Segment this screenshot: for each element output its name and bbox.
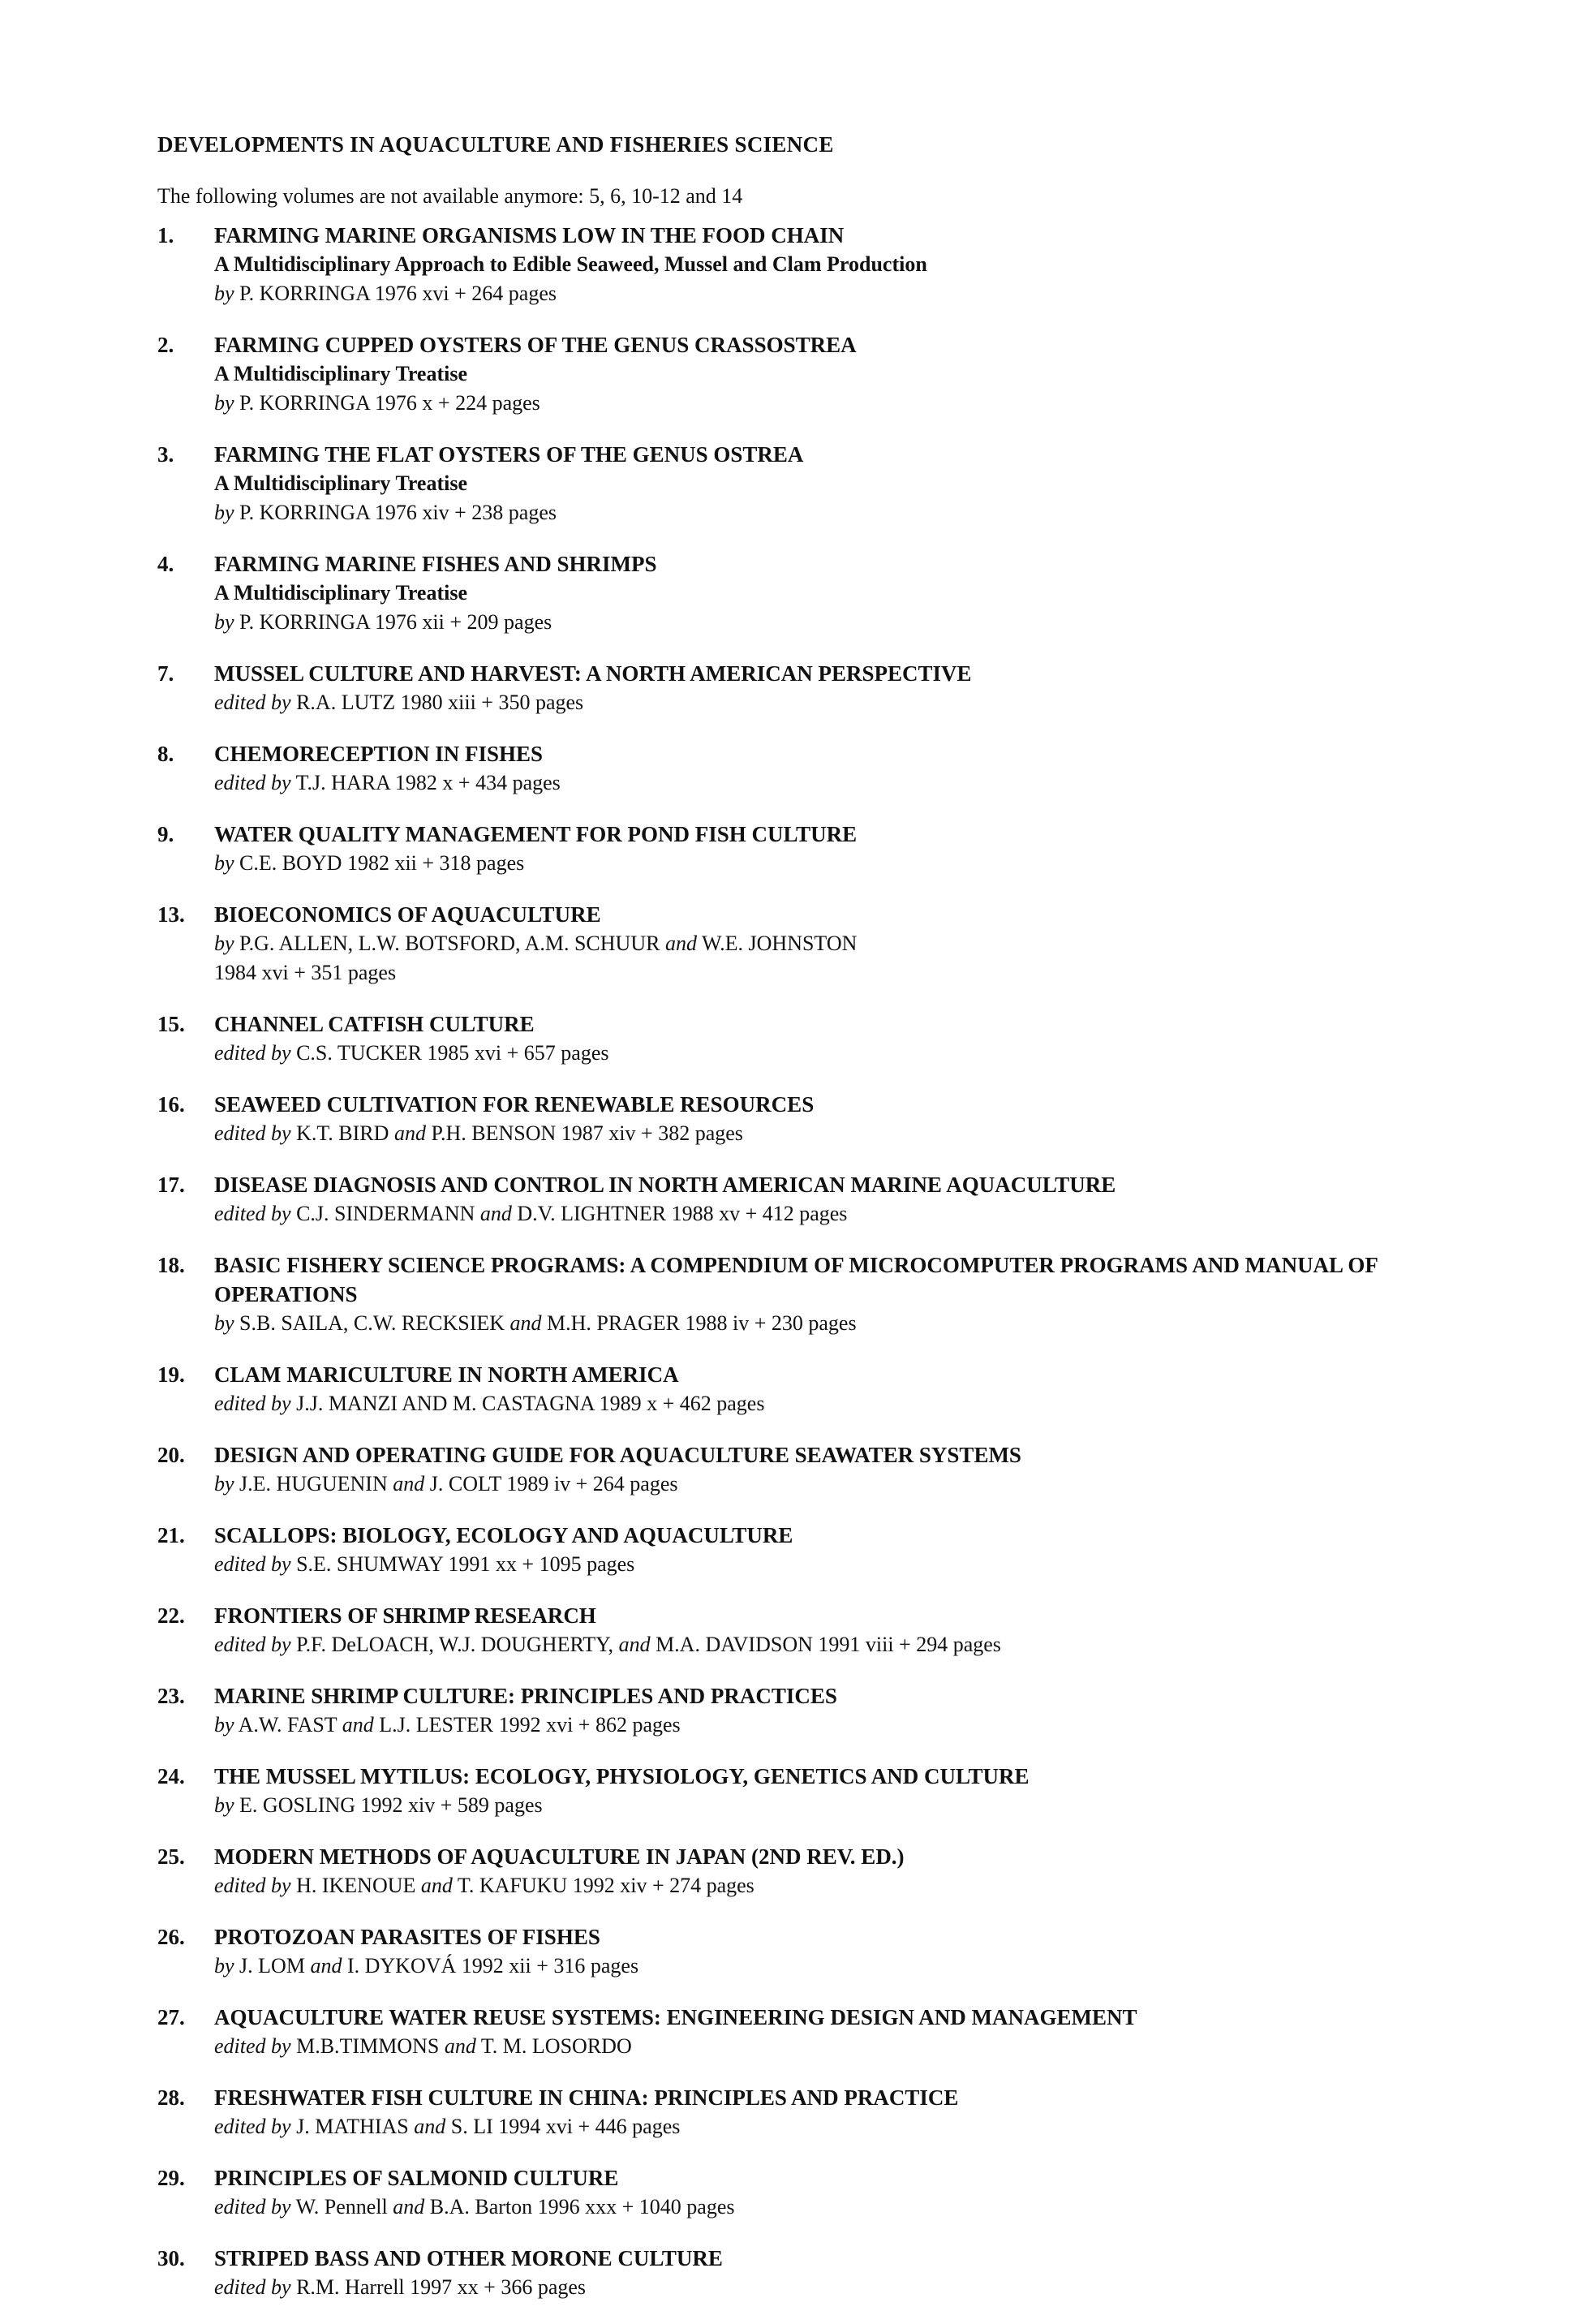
volume-credit: by P. KORRINGA 1976 xii + 209 pages [214,610,552,634]
volume-number: 21. [157,1523,185,1547]
volume-entry [157,1762,1455,1820]
volume-title: DISEASE DIAGNOSIS AND CONTROL IN NORTH AMERICAN MARINE AQUACULTURE [214,1173,1116,1197]
volume-details [214,900,1455,988]
volume-number: 26. [157,1925,185,1949]
volume-subtitle: A Multidisciplinary Approach to Edible Seaweed, Mussel and Clam Production [214,252,927,276]
volume-credit: by P. KORRINGA 1976 xiv + 238 pages [214,501,557,524]
volume-entry [157,820,1455,878]
volume-entry [157,330,1455,418]
volume-details [214,330,1455,418]
volume-entry [157,2163,1455,2222]
volume-credit: edited by J.J. MANZI AND M. CASTAGNA 1989 x + 462 pages [214,1392,765,1415]
volume-title: FARMING MARINE FISHES AND SHRIMPS [214,552,657,576]
volume-entry [157,1170,1455,1229]
volume-entry [157,1842,1455,1900]
volume-details [214,1440,1455,1499]
volume-title: FRESHWATER FISH CULTURE IN CHINA: PRINCIPLES AND PRACTICE [214,2085,959,2110]
volume-entry [157,1440,1455,1499]
volume-entry [157,440,1455,527]
volume-entry [157,659,1455,717]
volume-number: 27. [157,2005,185,2029]
volume-credit: by J. LOM and I. DYKOVÁ 1992 xii + 316 pages [214,1954,639,1978]
volume-entry [157,1601,1455,1659]
volume-entry [157,1681,1455,1740]
volume-list [157,221,1455,2302]
volume-number: 15. [157,1012,185,1036]
volume-number: 17. [157,1173,185,1197]
volume-number: 22. [157,1603,185,1628]
volume-credit: edited by J. MATHIAS and S. LI 1994 xvi + 446 pages [214,2115,681,2138]
volume-details [214,2003,1455,2061]
volume-subtitle: A Multidisciplinary Treatise [214,471,468,495]
volume-credit: edited by K.T. BIRD and P.H. BENSON 1987 xiv + 382 pages [214,1121,743,1145]
volume-title: MARINE SHRIMP CULTURE: PRINCIPLES AND PRACTICES [214,1684,837,1708]
volume-details [214,1170,1455,1229]
volume-credit: by E. GOSLING 1992 xiv + 589 pages [214,1793,543,1817]
volume-details [214,1601,1455,1659]
volume-entry [157,2083,1455,2141]
volume-title: BIOECONOMICS OF AQUACULTURE [214,902,601,927]
volume-title: THE MUSSEL MYTILUS: ECOLOGY, PHYSIOLOGY, GENETICS AND CULTURE [214,1764,1030,1788]
volume-details [214,820,1455,878]
volume-details [214,1681,1455,1740]
volume-details [214,1360,1455,1418]
volume-number: 23. [157,1684,185,1708]
volume-subtitle: A Multidisciplinary Treatise [214,362,468,385]
volume-title: FARMING THE FLAT OYSTERS OF THE GENUS OSTREA [214,442,804,467]
volume-title: CHANNEL CATFISH CULTURE [214,1012,535,1036]
volume-title: WATER QUALITY MANAGEMENT FOR POND FISH CULTURE [214,822,858,846]
volume-title: PRINCIPLES OF SALMONID CULTURE [214,2166,619,2190]
volume-credit: by P.G. ALLEN, L.W. BOTSFORD, A.M. SCHUUR and W.E. JOHNSTON [214,932,858,955]
availability-note: The following volumes are not available anymore: 5, 6, 10-12 and 14 [157,184,743,208]
volume-number: 30. [157,2246,185,2270]
volume-title: AQUACULTURE WATER REUSE SYSTEMS: ENGINEERING DESIGN AND MANAGEMENT [214,2005,1137,2029]
volume-credit: edited by C.S. TUCKER 1985 xvi + 657 pages [214,1041,609,1065]
volume-number: 18. [157,1253,185,1277]
volume-number: 28. [157,2085,185,2110]
volume-title: STRIPED BASS AND OTHER MORONE CULTURE [214,2246,723,2270]
volume-credit: edited by T.J. HARA 1982 x + 434 pages [214,771,561,794]
volume-number: 3. [157,442,174,467]
volume-details [214,1922,1455,1981]
volume-number: 20. [157,1443,185,1467]
volume-title: FRONTIERS OF SHRIMP RESEARCH [214,1603,596,1628]
volume-title: BASIC FISHERY SCIENCE PROGRAMS: A COMPENDIUM OF MICROCOMPUTER PROGRAMS AND MANUAL OF OPERATIONS [214,1253,1378,1306]
volume-details [214,221,1455,308]
volume-entry [157,1922,1455,1981]
volume-number: 1. [157,223,174,247]
volume-details [214,2163,1455,2222]
volume-number: 2. [157,333,174,357]
volume-details [214,1090,1455,1148]
volume-credit: edited by S.E. SHUMWAY 1991 xx + 1095 pages [214,1552,635,1576]
volume-credit: by A.W. FAST and L.J. LESTER 1992 xvi + 862 pages [214,1713,681,1737]
volume-entry [157,221,1455,308]
volume-title: FARMING CUPPED OYSTERS OF THE GENUS CRASSOSTREA [214,333,857,357]
volume-credit: by P. KORRINGA 1976 xvi + 264 pages [214,282,557,305]
volume-number: 16. [157,1092,185,1117]
volume-credit: edited by H. IKENOUE and T. KAFUKU 1992 xiv + 274 pages [214,1874,754,1897]
volume-title: DESIGN AND OPERATING GUIDE FOR AQUACULTURE SEAWATER SYSTEMS [214,1443,1021,1467]
volume-entry [157,1360,1455,1418]
volume-title: MUSSEL CULTURE AND HARVEST: A NORTH AMERICAN PERSPECTIVE [214,661,972,686]
volume-credit: edited by C.J. SINDERMANN and D.V. LIGHTNER 1988 xv + 412 pages [214,1202,848,1225]
volume-title: CLAM MARICULTURE IN NORTH AMERICA [214,1362,679,1387]
volume-entry [157,2003,1455,2061]
volume-credit: by P. KORRINGA 1976 x + 224 pages [214,391,540,415]
volume-credit: edited by M.B.TIMMONS and T. M. LOSORDO [214,2034,632,2058]
volume-details [214,2244,1455,2302]
volume-credit-continued: 1984 xvi + 351 pages [214,961,397,984]
volume-title: SEAWEED CULTIVATION FOR RENEWABLE RESOURCES [214,1092,815,1117]
volume-number: 29. [157,2166,185,2190]
volume-details [214,1521,1455,1579]
volume-number: 19. [157,1362,185,1387]
volume-number: 8. [157,742,174,766]
volume-entry [157,1521,1455,1579]
volume-details [214,739,1455,798]
volume-entry [157,900,1455,988]
volume-entry [157,1009,1455,1068]
volume-details [214,1762,1455,1820]
volume-details [214,659,1455,717]
book-series-page [157,128,1455,2324]
volume-details [214,549,1455,637]
volume-credit: by S.B. SAILA, C.W. RECKSIEK and M.H. PRAGER 1988 iv + 230 pages [214,1311,857,1335]
volume-number: 13. [157,902,185,927]
volume-credit: edited by W. Pennell and B.A. Barton 1996 xxx + 1040 pages [214,2195,735,2219]
volume-title: PROTOZOAN PARASITES OF FISHES [214,1925,600,1949]
volume-title: FARMING MARINE ORGANISMS LOW IN THE FOOD CHAIN [214,223,845,247]
volume-entry [157,739,1455,798]
series-heading: DEVELOPMENTS IN AQUACULTURE AND FISHERIES SCIENCE [157,132,834,157]
volume-details [214,440,1455,527]
volume-details [214,1009,1455,1068]
volume-number: 9. [157,822,174,846]
volume-details [214,1842,1455,1900]
volume-entry [157,549,1455,637]
volume-subtitle: A Multidisciplinary Treatise [214,581,468,605]
volume-number: 24. [157,1764,185,1788]
volume-credit: by C.E. BOYD 1982 xii + 318 pages [214,851,525,875]
volume-credit: by J.E. HUGUENIN and J. COLT 1989 iv + 264 pages [214,1472,678,1496]
volume-title: MODERN METHODS OF AQUACULTURE IN JAPAN (2ND REV. ED.) [214,1844,905,1869]
volume-entry [157,1250,1455,1338]
volume-details [214,1250,1455,1338]
volume-details [214,2083,1455,2141]
volume-number: 7. [157,661,174,686]
volume-credit: edited by R.M. Harrell 1997 xx + 366 pages [214,2275,587,2299]
volume-entry [157,2244,1455,2302]
volume-credit: edited by R.A. LUTZ 1980 xiii + 350 pages [214,691,584,714]
volume-title: SCALLOPS: BIOLOGY, ECOLOGY AND AQUACULTURE [214,1523,793,1547]
volume-number: 4. [157,552,174,576]
volume-number: 25. [157,1844,185,1869]
volume-credit: edited by P.F. DeLOACH, W.J. DOUGHERTY, and M.A. DAVIDSON 1991 viii + 294 pages [214,1633,1001,1656]
volume-entry [157,1090,1455,1148]
volume-title: CHEMORECEPTION IN FISHES [214,742,544,766]
